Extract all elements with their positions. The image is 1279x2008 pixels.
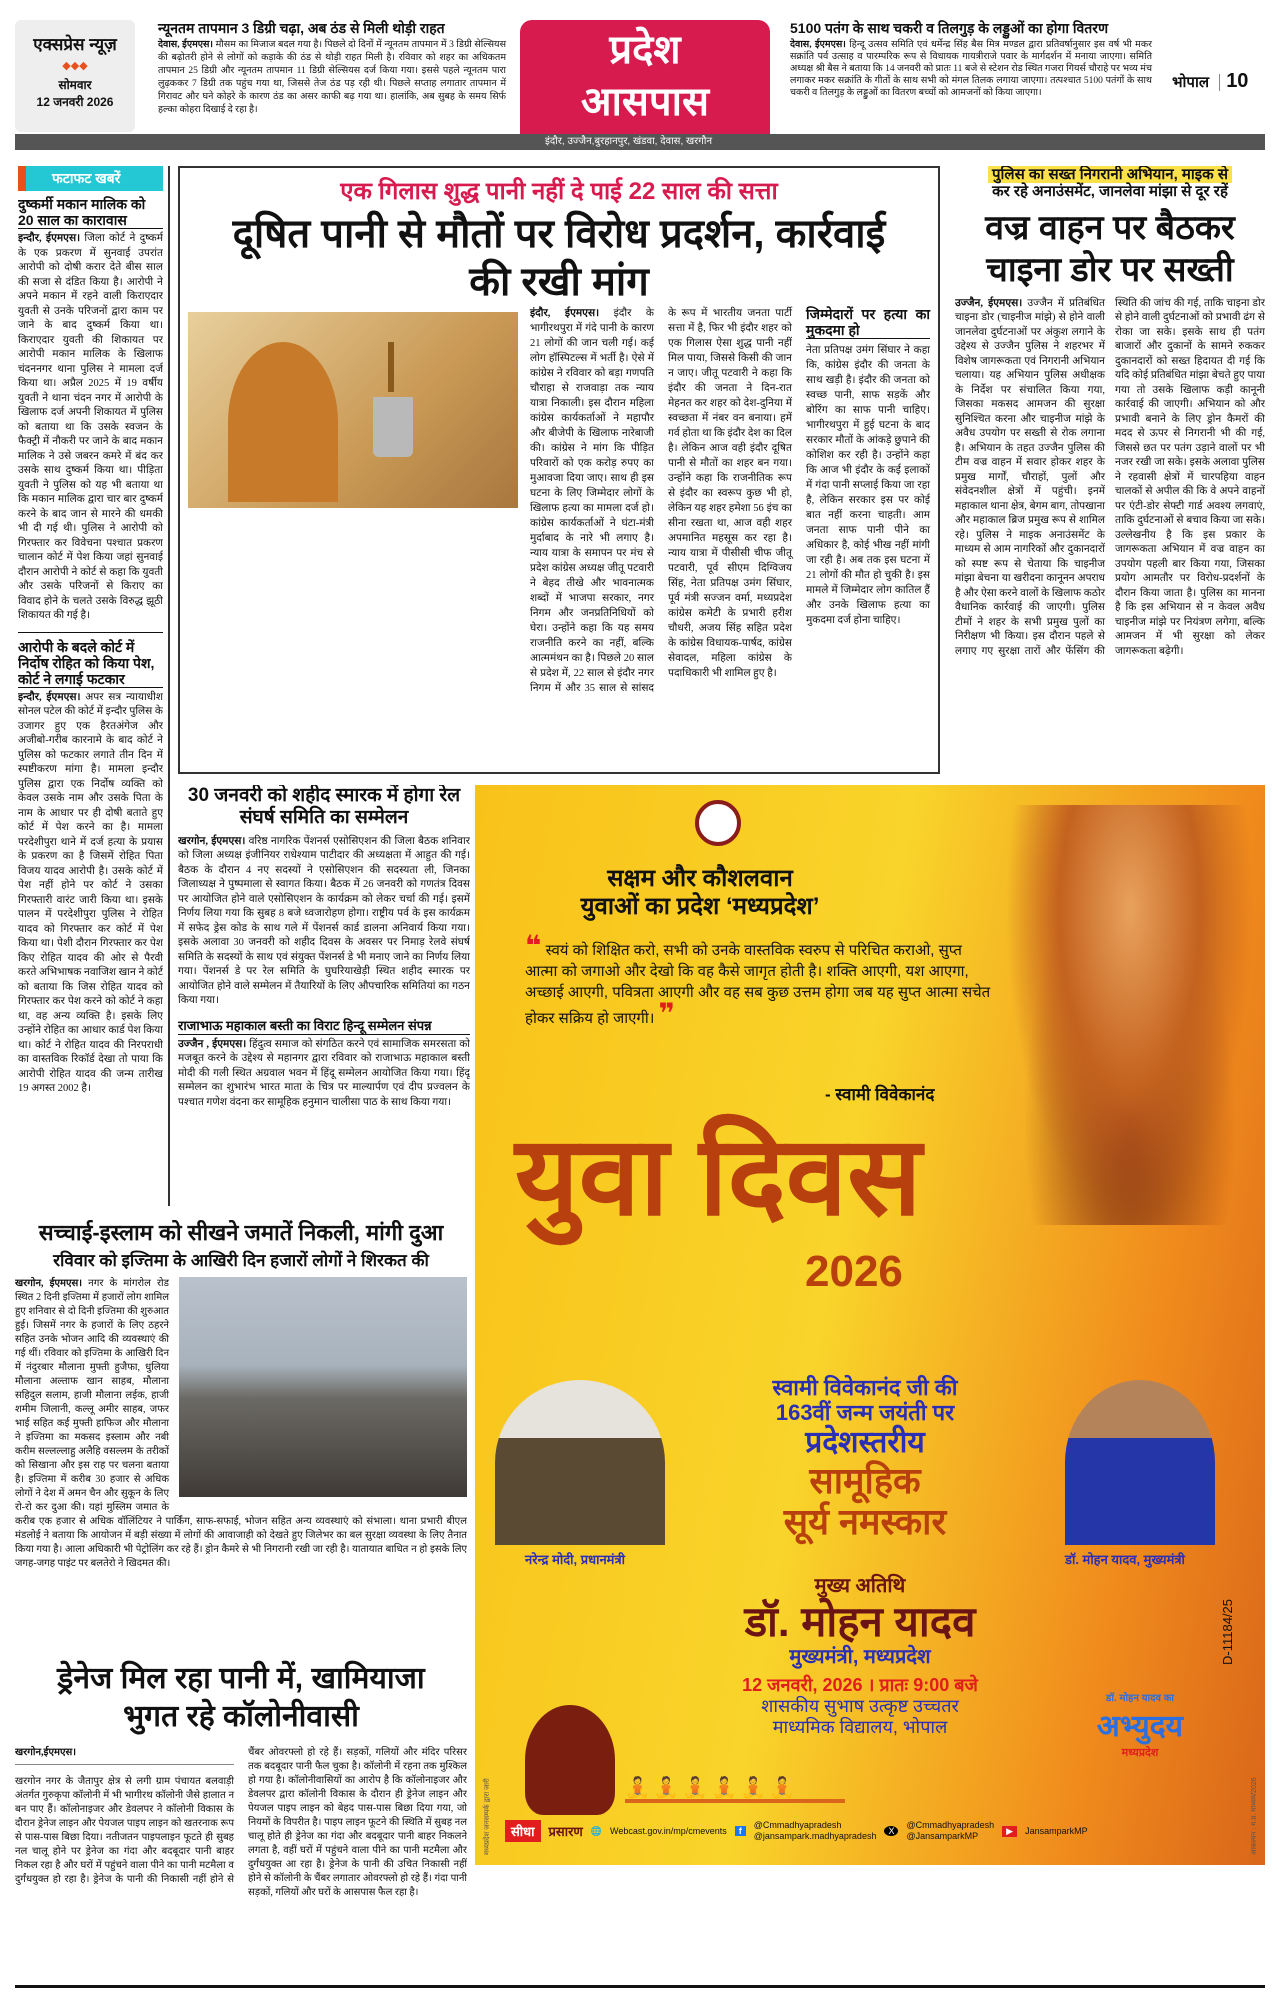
diamond-ornament-icon: ◆◆◆ xyxy=(62,60,88,72)
top-story-kite xyxy=(790,20,1152,99)
headline: ड्रेनेज मिल रहा पानी में, खामियाजा भुगत रहे कॉलोनीवासी xyxy=(57,1662,425,1733)
headline: 30 जनवरी को शहीद स्मारक में होगा रेल संघर्ष समिति का सम्मेलन xyxy=(187,785,461,828)
globe-icon: 🌐 xyxy=(590,1825,603,1836)
lead-story xyxy=(178,166,940,774)
right-column-story xyxy=(955,166,1265,776)
ijtema-story xyxy=(15,1220,467,1645)
youtube-handle[interactable]: JansamparkMP xyxy=(1025,1826,1088,1836)
yuva-diwas-advertisement xyxy=(475,785,1265,1865)
cities-list: इंदौर, उज्जैन,बुरहानपुर, खंडवा, देवास, खरगौन xyxy=(545,136,713,147)
facebook-handles[interactable]: @Cmmadhyapradesh @jansampark.madhyapradesh xyxy=(753,1820,877,1841)
headline: सच्चाई-इस्लाम को सीखने जमातें निकली, मांगी दुआ xyxy=(38,1220,444,1245)
story-body: उज्जैन में प्रतिबंधित चाइना डोर (चाइनीज मांझे) से होने वाली जानलेवा दुर्घटनाओं पर अंकुश लगाने के उद्देश्य से उज्जैन पुलिस ने शहरभर में विशेष जागरूकता एवं निगरानी अभियान चलाया। यह अभियान पुलिस अधीक्षक के निर्देश पर संचालित किया गया, जिसका मकसद आमजन की सुरक्षा सुनिश्चित करना और चाइनीज मांझे के अवैध उपयोग पर सख्ती से रोक लगाना है। अभियान के तहत उज्जैन पुलिस की टीम वज्र वाहन में सवार होकर शहर के प्रमुख मार्गों, चौराहों, पुलों और संवेदनशील क्षेत्रों में पहुंची। इनमें महाकाल थाना क्षेत्र, बेगम बाग, तोपखाना और महाकाल ब्रिज प्रमुख रूप से शामिल रहे। पुलिस ने माइक अनाउंसमेंट के माध्यम से आम नागरिकों और दुकानदारों को स्पष्ट रूप से चेताया कि चाइनीज मांझा बेचना या खरीदना कानूनन अपराध है और ऐसा करने वालों के खिलाफ कठोर वैधानिक कार्रवाई की जाएगी। पुलिस टीमों ने शहर के सभी प्रमुख पुलों का निरीक्षण भी किया। इस दौरान पहले से लगाए गए सुरक्षा तारों और फेंसिंग की स्थिति की जांच की गई, ताकि चाइना डोर से होने वाली दुर्घटनाओं को प्रभावी ढंग से रोका जा सके। इसके साथ ही पतंग बाजारों और दुकानों के सामने रुककर दुकानदारों को सख्त हिदायत दी गई कि यदि कोई प्रतिबंधित मांझा बेचते हुए पाया गया तो उसके खिलाफ कड़ी कानूनी कार्रवाई की जाएगी। अभियान को और प्रभावी बनाने के लिए ड्रोन कैमरों की मदद से ऊपर से निगरानी भी की गई, जिससे छत पर पतंग उड़ाने वालों पर भी नजर रखी जा सके। इसके अलावा पुलिस ने रहवासी क्षेत्रों में चारपहिया वाहन चालकों से अपील की कि वे अपने वाहनों पर एंटी-डोर सेफ्टी गार्ड अवश्य लगवाएं, ताकि दुर्घटनाओं से बचाव किया जा सके। उल्लेखनीय है कि इस प्रकार के जागरूकता अभियान में वज्र वाहन का उपयोग पहली बार किया गया, जिसका प्रयोग आमतौर पर विरोध-प्रदर्शनों के दौरान किया जाता है। पुलिस का मानना है कि इस अभियान से न केवल अवैध चाइनीज मांझे पर नियंत्रण लगेगा, बल्कि आमजन में भी सुरक्षा को लेकर जागरूकता बढ़ेगी। xyxy=(955,297,1265,657)
youtube-icon[interactable]: ▶ xyxy=(1002,1826,1017,1837)
headline: आरोपी के बदले कोर्ट में निर्दोष रोहित को किया पेश, कोर्ट ने लगाई फटकार xyxy=(18,639,163,688)
dateline: इंदौर, ईएमएस। xyxy=(530,307,600,319)
dateline: देवास, ईएमएस। xyxy=(158,40,214,51)
city-name: भोपाल xyxy=(1172,74,1210,91)
rail-story xyxy=(178,785,470,1205)
dateline: देवास, ईएमएस। xyxy=(790,40,846,51)
headline: न्यूनतम तापमान 3 डिग्री चढ़ा, अब ठंड से मिली थोड़ी राहत xyxy=(158,20,445,36)
cities-strip xyxy=(15,134,1265,150)
pm-photo xyxy=(495,1380,665,1545)
dateline: खरगोन, ईएमएस। xyxy=(178,835,246,847)
lead-photo-illustration xyxy=(188,312,518,508)
story-body: अपर सत्र न्यायाधीश सोनल पटेल की कोर्ट में इन्दौर पुलिस के उजागर हुए एक हैरतअंगेज और अजीबो-गरीब कारनामे के बाद कोर्ट ने पुलिस को फटकार लगाते तीन दिन में स्पष्टीकरण मांगा है। मामला इन्दौर पुलिस द्वारा एक निर्दोष व्यक्ति को केवल उसके नाम और उसके पिता के नाम के आधार पर ही दोषी बताते हुए कोर्ट में पेश करने का है। मामला परदेशीपुरा थाने में दर्ज हत्या के प्रयास के प्रकरण का है जिसमें रोहित पिता विजय यादव आरोपी है। उसके कोर्ट में पेश नहीं होने पर कोर्ट ने उसका गिरफ्तारी वारंट जारी किया था। इसके पालन में परदेशीपुरा पुलिस ने रोहित यादव को गिरफ्तार कर कोर्ट में पेश किया था। पेशी दौरान गिरफ्तार कर पेश किए रोहित यादव की ओर से पैरवी करते अभिभाषक नवाजिश खान ने कोर्ट को बताया कि जिस रोहित यादव को गिरफ्तार कर पेश करने को कोर्ट ने कहा था, वह अन्य व्यक्ति है। इसके लिए उन्होंने रोहित का आधार कार्ड पेश किया था। कोर्ट ने रोहित यादव की निरपराधी का वास्तविक रिकॉर्ड देखा तो पाया कि आरोपी रोहित यादव की जन्म तारीख 19 अगस्त 2002 है। xyxy=(18,691,163,1095)
story-body: हिन्दू उत्सव समिति एवं धर्मेन्द्र सिंह बैस मित्र मण्डल द्वारा प्रतिवर्षानुसार इस वर्ष भी मकर सक्रांति पर्व उत्साह व पारम्परिक रूप से विधायक गायत्रीराजे पवार के मार्गदर्शन में मनाया जाएगा। समिति अध्यक्ष श्री बैस ने बताया कि 14 जनवरी को प्रातः 11 बजे से स्टेशन रोड स्थित गजरा गियर्स चौराहे पर भव्य मंच लगाकर मकर सक्रांति के गीतों के साथ सभी को मंगल तिलक लगाया जाएगा। तत्पश्चात 5100 पतंगों के साथ चकरी व तिलगुड़ के लड्डुओं का वितरण बच्चों को आमजनों को किया जाएगा। xyxy=(790,40,1152,99)
ad-tagline: सक्षम और कौशलवान युवाओं का प्रदेश ‘मध्यप्रदेश’ xyxy=(580,865,820,920)
headline: 5100 पतंग के साथ चकरी व तिलगुड़ के लड्डुओं का होगा वितरण xyxy=(790,20,1109,36)
brand-name: एक्सप्रेस न्यूज़ xyxy=(33,35,117,54)
subhead: रविवार को इज्तिमा के आखिरी दिन हजारों लोगों ने शिरकत की xyxy=(53,1251,429,1271)
masthead-box xyxy=(15,20,135,132)
ijtema-crowd-photo xyxy=(179,1277,467,1497)
section-title-line2: आसपास xyxy=(580,80,710,124)
column-divider xyxy=(168,166,170,1206)
facebook-icon[interactable]: f xyxy=(735,1826,746,1836)
story-body: नगर के मांगरोल रोड स्थित 2 दिनी इज्तिमा में हजारों लोग शामिल हुए शनिवार से दो दिनी इज्तिमा की शुरुआत हुई। जिसमें नगर के हजारों के लिए ठहरने सहित उनके भोजन आदि की व्यवस्थाएं की गई थीं। रविवार को इज्तिमा के आखिरी दिन में नंदुरबार मौलाना मुफ्ती हुजैफा, धुलिया मौलाना अल्ताफ खान साहब, मौलाना सहिदुल सलाम, हाजी मौलाना लईक, हाजी शमीम जिलानी, कल्लू अमीर साहब, जफर भाई सहित कई मुफ्ती हाफिज और मौलाना ने इज्तिमा का मकसद इस्लाम और नबी करीम सल्लल्लाहु अलैहि वसल्लम के तरीकों को सिखाना और इस राह पर चलना बताया है। इज्तिमा में करीब 30 हजार से अधिक लोगों ने देश में अमन चैन और सुकून के लिए रो-रो कर दुआ की। यहां मुस्लिम जमात के करीब एक हजार से अधिक वॉलिंटियर ने पार्किंग, साफ-सफाई, भोजन सहित अन्य व्यवस्थाएं को संभाला। थाना प्रभारी बीएल मंडलोई ने बताया कि आयोजन में बड़ी संख्या में लोगों की आवाजाही को देखते हुए जिलेभर का बल सुरक्षा व्यवस्था के लिए तैनात किया गया है। आला अधिकारी भी पेट्रोलिंग कर रहे हैं। ड्रोन कैमरे से भी निगरानी रखी जा रही है। यातायात बाधित न हो इसके लिए जगह-जगह पाइंट पर बलतेरो ने खिदमत की। xyxy=(15,1277,467,1569)
ad-title: युवा दिवस xyxy=(515,1115,922,1238)
dateline: खरगोन, ईएमएस। xyxy=(15,1277,83,1289)
page-locator xyxy=(1172,70,1248,93)
lead-body: इंदौर के भागीरथपुरा में गंदे पानी के कारण 21 लोगों की जान चली गई। कई लोग हॉस्पिटल्स में भर्ती है। ऐसे में कांग्रेस ने रविवार को बड़ा गणपति चौराहा से राजवाड़ा तक न्याय यात्रा निकाली। इस दौरान महिला कांग्रेस कार्यकर्ताओं ने महापौर और बीजेपी के खिलाफ नारेबाजी की। कांग्रेस ने मांग कि पीड़ित परिवारों को एक करोड़ रुपए का मुआवजा दिया जाए। साथ ही इस घटना के लिए जिम्मेदार लोगों के खिलाफ हत्या का मामला दर्ज हो। कांग्रेस कार्यकर्ताओं ने घंटा-मंत्री मुर्दाबाद के नारे भी लगाए है। न्याय यात्रा के समापन पर मंच से प्रदेश कांग्रेस अध्यक्ष जीतू पटवारी ने बेहद तीखे और भावनात्मक शब्दों में भाजपा सरकार, नगर निगम और जनप्रतिनिधियों को घेरा। उन्होंने कहा कि यह समय राजनीति करने का नहीं, बल्कि आत्ममंथन का है। पिछले 20 साल से प्रदेश में, 22 साल से इंदौर नगर निगम में और 35 साल से सांसद के रूप में भारतीय जनता पार्टी सत्ता में है, फिर भी इंदौर शहर को एक गिलास ऐसा शुद्ध पानी नहीं मिल पाया, जिससे किसी की जान न जाए। जीतू पटवारी ने कहा कि इंदौर की जनता ने दिन-रात मेहनत कर शहर को देश-दुनिया में स्वच्छता में नंबर वन बनाया। हमें गर्व होता था कि इंदौर देश का दिल है। लेकिन आज वही इंदौर दूषित पानी से मौतों का शहर बन गया। उन्होंने कहा कि राजनीतिक रूप से इंदौर का स्वरूप कुछ भी हो, लेकिन यह शहर हमेशा 56 इंच का सीना रखता था, आज वही शहर अपमानित महसूस कर रहा है। न्याय यात्रा में पीसीसी चीफ जीतू पटवारी, पूर्व सीएम दिग्विजय सिंह, नेता प्रतिपक्ष उमंग सिंघार, पूर्व मंत्री सज्जन वर्मा, मध्यप्रदेश कांग्रेस कमेटी के प्रभारी हरीश चौधरी, अजय सिंह सहित प्रदेश के कांग्रेस विधायक-पार्षद, कांग्रेस सेवादल, महिला कांग्रेस के पदाधिकारी भी शामिल हुए है। xyxy=(530,307,792,694)
dateline: उज्जैन, ईएमएस। xyxy=(955,297,1023,309)
top-story-weather xyxy=(158,20,506,117)
side-note-right: आकल्पन : म.प्र. माध्यम/2026 xyxy=(1251,1777,1258,1855)
headline: दुष्कर्मी मकान मालिक को 20 साल का कारावास xyxy=(18,196,163,229)
quick-news-label: फटाफट खबरें xyxy=(18,166,163,191)
surya-namaskar-poses-icon: 🧘🧘🧘🧘🧘🧘 xyxy=(625,1775,845,1803)
issue-date: 12 जनवरी 2026 xyxy=(36,95,114,109)
story-body: जिला कोर्ट ने दुष्कर्म के एक प्रकरण में सुनवाई उपरांत आरोपी को दोषी करार देते बीस साल की सजा से दंडित किया है। आरोपी ने अपने मकान में रहने वाली किराएदार युवती से उनके परिजनों द्वारा काम पर जाने के बाद दुष्कर्म किया था। किराएदार युवती की शिकायत पर आरोपी मकान मालिक के खिलाफ चंदननगर थाना पुलिस ने मामला दर्ज किया था। अप्रैल 2025 में 19 वर्षीय युवती ने थाना चंदन नगर में आरोपी के खिलाफ दर्ज अपनी शिकायत में पुलिस को बताया था कि उसके स्वजन के फैक्ट्री में नौकरी पर जाने के बाद मकान मालिक ने उसे जबरन कमरे में बंद कर उसके साथ दुष्कर्म किया था। पीड़िता युवती ने पुलिस को यह भी बताया था कि मकान मालिक द्वारा चार बार दुष्कर्म करने के बाद जान से मारने की धमकी भी दी गई थी। पुलिस ने आरोपी को गिरफ्तार कर विवेचना पश्चात प्रकरण चालान कोर्ट में पेश किया जहां सुनवाई दौरान आरोपी ने कोर्ट से कहा कि युवती और उसके परिजनों से किराए का विवाद होने के चलते उसके विरुद्ध झूठी शिकायत की गई है। xyxy=(18,233,163,622)
left-column xyxy=(18,166,163,1206)
story-body: खरगोन नगर के जैतापुर क्षेत्र से लगी ग्राम पंचायत बलवाड़ी अंतर्गत गुरुकृपा कॉलोनी में भी भागीरथ कॉलोनी जैसे हालात न बन पाए हैं। कॉलोनाइजर और डेवलपर ने कॉलोनी विकास के दौरान ड्रेनेज लाइन और पेयजल पाइप लाइन को खतरनाक रूप से पास-पास बिछा दिया। नतीजतन पाइपलाइन फूटते ही सुबह नल चालू होने पर ड्रेनेज का गंदा और बदबूदार पानी बाहर निकल रहा है और घरों में पहुंचने वाला पीने का पानी मटमैला व दुर्गंधयुक्त हो रहा है। ड्रेनेज के पानी की निकासी नहीं होने से चैंबर ओवरफ्लो हो रहे हैं। सड़कों, गलियों और मंदिर परिसर तक बदबूदार पानी फैल चुका है। कॉलोनी में रहना तक मुश्किल हो गया है। कॉलोनीवासियों का आरोप है कि कॉलोनाइजर और डेवलपर द्वारा कॉलोनी विकास के दौरान ही ड्रेनेज लाइन और पेयजल पाइप लाइन को बेहद पास-पास बिछा दिया गया, जो नियमों के विपरीत है। पाइप लाइन फूटने की स्थिति में सुबह नल चालू होते ही ड्रेनेज का गंदा और बदबूदार पानी बाहर निकलने लगता है, वहीं घरों में पहुंचने वाला पीने का पानी मटमैला और दुर्गंधयुक्त आ रहा है। ड्रेनेज के पानी की उचित निकासी नहीं होने से कॉलोनी के चैंबर लगातार ओवरफ्लो हो रहे हैं। गंदा पानी सड़कों, गलियों और घरों के आसपास फैल रहा है। xyxy=(15,1747,467,1898)
mp-govt-emblem-icon xyxy=(695,800,741,846)
issue-day: सोमवार xyxy=(58,78,92,92)
social-strip: सीधा प्रसारण 🌐 Webcast.gov.in/mp/cmevents f @Cmmadhyapradesh @jansampark.madhyapradesh X @Cmmadhyapradesh @JansamparkMP ▶ JansamparkMP xyxy=(505,1820,1065,1842)
cm-caption: डॉ. मोहन यादव, मुख्यमंत्री xyxy=(1065,1552,1185,1567)
abhyudaya-logo: डॉ. मोहन यादव का अभ्युदय मध्यप्रदेश xyxy=(1096,1693,1184,1759)
pm-caption: नरेन्द्र मोदी, प्रधानमंत्री xyxy=(525,1552,625,1567)
dateline: इन्दौर, ईएमएस। xyxy=(18,233,81,245)
ad-year: 2026 xyxy=(805,1247,903,1296)
dateline: उज्जैन , ईएमएस। xyxy=(178,1038,247,1050)
story-body: हिंदुत्व समाज को संगठित करने एवं सामाजिक समरसता को मजबूत करने के उद्देश्य से महानगर द्वारा रविवार को राजाभाऊ महाकाल बस्ती मोदी की गली स्थित अग्रवाल भवन में हिंदू सम्मेलन आयोजित किया गया। हिंदू सम्मेलन का शुभारंभ भारत माता के चित्र पर माल्यार्पण एवं दीप प्रज्वलन के पश्चात गणेश वंदना कर सामूहिक हनुमान चालीसा पाठ के साथ किया गया। xyxy=(178,1038,470,1108)
webcast-link[interactable]: Webcast.gov.in/mp/cmevents xyxy=(610,1826,727,1836)
vivekananda-quote: ❝ स्वयं को शिक्षित करो, सभी को उनके वास्तविक स्वरुप से परिचित कराओ, सुप्त आत्मा को जगाओ और देखो कि वह कैसे जागृत होती है। शक्ति आएगी, यश आएगा, अच्छाई आएगी, पवित्रता आएगी और वह सब कुछ उत्तम होगा जब यह सुप्त आत्मा सचेत होकर सक्रिय हो जाएगी। ❞ xyxy=(525,930,991,1029)
side-note-left: मध्यप्रदेश जनसम्पर्क द्वारा जारी xyxy=(484,1778,491,1855)
section-title-line1: प्रदेश xyxy=(609,28,681,72)
lead-subhead: जिम्मेदारों पर हत्या का मुकदमा हो xyxy=(806,305,930,338)
page-number: 10 xyxy=(1226,70,1249,92)
vivekananda-portrait xyxy=(1005,805,1255,1225)
cm-photo xyxy=(1065,1380,1215,1545)
event-title: स्वामी विवेकानंद जी की 163वीं जन्म जयंती पर प्रदेशस्तरीय सामूहिक सूर्य नमस्कार xyxy=(772,1375,958,1543)
chief-guest: मुख्य अतिथि डॉ. मोहन यादव मुख्यमंत्री, मध्यप्रदेश 12 जनवरी, 2026 । प्रातः 9:00 बजे शासकीय सुभाष उत्कृष्ट उच्चतर माध्यमिक विद्यालय, भोपाल xyxy=(742,1575,978,1737)
code-number: D-11184/25 xyxy=(1220,1598,1235,1665)
story-body: वरिष्ठ नागरिक पेंशनर्स एसोसिएशन की जिला बैठक शनिवार को जिला अध्यक्ष इंजीनियर राधेश्याम पाटीदार की अध्यक्षता में आहुत की गई। बैठक के दौरान 4 नए सदस्यों ने एसोसिएशन की सदस्यता ली, जिनका जिलाध्यक्ष ने पुष्पमाला से स्वागत किया। बैठक में 26 जनवरी को गणतंत्र दिवस पर आयोजित होने वाले एसोसिएशन के कार्यक्रम को लेकर चर्चा की गई। इसमें निर्णय लिया गया कि सुबह 8 बजे ध्वजारोहण होगा। राष्ट्रीय पर्व के इस कार्यक्रम में सफेद ड्रेस कोड के साथ गले में पेंशनर्स कार्ड डालना अनिवार्य किया गया। इसके अलावा 30 जनवरी को शहीद दिवस के अवसर पर निमाड़ रेलवे संघर्ष समिति के सदस्यों के साथ एवं संयुक्त पेंशनर्स डे भी मनाए जाने का निर्णय लिया गया। पेंशनर्स डे पर रेल समिति के घुघरियाखेड़ी स्थित शहीद स्मारक पर आयोजित होने वाले सम्मेलन में तैयारियों के लिए औपचारिक समितियां का गठन किया गया। xyxy=(178,835,470,1007)
x-icon[interactable]: X xyxy=(884,1826,898,1836)
quote-author: - स्वामी विवेकानंद xyxy=(825,1085,935,1104)
dateline: इन्दौर, ईएमएस। xyxy=(18,691,81,703)
story-body: मौसम का मिजाज बदल गया है। पिछले दो दिनों में न्यूनतम तापमान में 3 डिग्री सेल्सियस की बढ़ोतरी होने से लोगों को कड़ाके की ठंड से थोड़ी राहत मिली है। रविवार को शहर का अधिकतम तापमान 25 डिग्री और न्यूनतम तापमान 11 डिग्री सेल्सियस दर्ज किया गया। इससे पहले न्यूनतम पारा लुढ़ककर 7 डिग्री तक पहुंच गया था, जिससे तेज ठंड पड़ रही थी। पिछले सप्ताह लगातार तापमान में गिरावट और घने कोहरे के कारण ठंड का असर काफी बढ़ गया था। हालांकि, अब सुबह के समय सिर्फ हल्का कोहरा दिखाई दे रहा है। xyxy=(158,40,506,116)
quote-close-icon: ❞ xyxy=(658,998,676,1029)
yoga-silhouette-icon xyxy=(525,1705,615,1815)
quote-open-icon: ❝ xyxy=(525,930,542,961)
drainage-story xyxy=(15,1660,467,1985)
x-handles[interactable]: @Cmmadhyapradesh @JansamparkMP xyxy=(906,1820,995,1841)
dateline: खरगोन,ईएमएस। xyxy=(15,1746,234,1765)
page-bottom-rule xyxy=(15,1985,1265,1988)
lead-body-2: नेता प्रतिपक्ष उमंग सिंघार ने कहा कि, कांग्रेस इंदौर की जनता के साथ खड़ी है। इंदौर की जनता को स्वच्छ पानी, साफ सड़कें और बोरिंग का साफ पानी चाहिए। भागीरथपुरा में हुई घटना के बाद सरकार मौतों के आंकड़े छुपाने की कोशिश कर रही है। उन्होंने कहा कि आज भी इंदौर के कई इलाकों में गंदा पानी सप्लाई किया जा रहा है, लेकिन सरकार इस पर कोई बात नहीं करना चाहती। आम जनता साफ पानी पीने का अधिकार है, कोई भीख नहीं मांगी जा रही है। अब तक इस घटना में 21 लोगों की मौत हो चुकी है। इस मामले में जिम्मेदार लोग कातिल हैं और उनके खिलाफ हत्या का मुकदमा दर्ज होना चाहिए। xyxy=(806,344,930,626)
headline: वज्र वाहन पर बैठकर चाइना डोर पर सख्ती xyxy=(985,208,1235,289)
section-banner xyxy=(520,20,770,135)
headline: राजाभाऊ महाकाल बस्ती का विराट हिन्दू सम्मेलन संपन्न xyxy=(178,1019,470,1035)
lead-headline: दूषित पानी से मौतों पर विरोध प्रदर्शन, कार्रवाई की रखी मांग xyxy=(232,211,886,304)
kicker: पुलिस का सख्त निगरानी अभियान, माइक से कर रहे अनाउंसमेंट, जानलेवा मांझा से दूर रहें xyxy=(955,166,1265,201)
lead-kicker: एक गिलास शुद्ध पानी नहीं दे पाई 22 साल की सत्ता xyxy=(340,178,778,205)
